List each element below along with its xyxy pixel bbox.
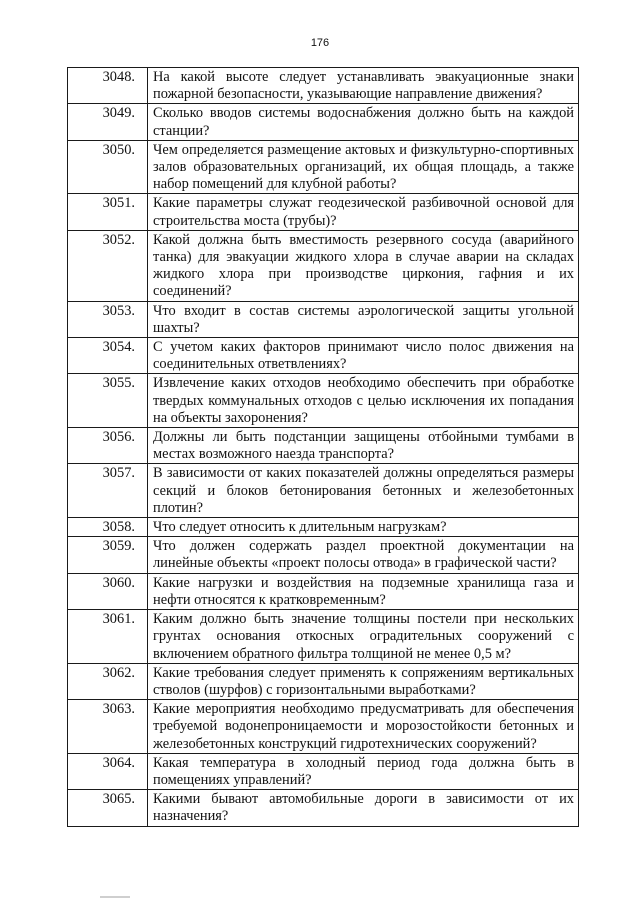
question-number: 3064. [68, 753, 148, 789]
question-text: Чем определяется размещение актовых и физкультурно-спортивных залов образовательных организаций, их общая площадь, а также набор помещений для клубной работы? [148, 140, 579, 194]
question-number: 3048. [68, 68, 148, 104]
table-row [68, 610, 579, 664]
question-number: 3056. [68, 428, 148, 464]
question-number: 3053. [68, 301, 148, 337]
question-number: 3054. [68, 338, 148, 374]
table-row [68, 663, 579, 699]
question-text: Каким должно быть значение толщины постели при нескольких грунтах основания откосных оградительных сооружений с включением обратного фильтра толщиной не менее 0,5 м? [148, 610, 579, 664]
table-row [68, 700, 579, 754]
question-text: Какие мероприятия необходимо предусматривать для обеспечения требуемой водонепроницаемости и морозостойкости бетонных и железобетонных конструкций гидротехнических сооружений? [148, 700, 579, 754]
question-text: Сколько вводов системы водоснабжения должно быть на каждой станции? [148, 104, 579, 140]
question-text: Какие параметры служат геодезической разбивочной основой для строительства моста (трубы)? [148, 194, 579, 230]
table-row [68, 428, 579, 464]
question-number: 3051. [68, 194, 148, 230]
question-text: На какой высоте следует устанавливать эвакуационные знаки пожарной безопасности, указывающие направление движения? [148, 68, 579, 104]
question-number: 3061. [68, 610, 148, 664]
table-row [68, 140, 579, 194]
table-row [68, 194, 579, 230]
question-text: С учетом каких факторов принимают число полос движения на соединительных ответвлениях? [148, 338, 579, 374]
table-row [68, 790, 579, 826]
table-row [68, 68, 579, 104]
questions-table-body [68, 68, 579, 827]
question-number: 3060. [68, 573, 148, 609]
question-number: 3049. [68, 104, 148, 140]
question-text: В зависимости от каких показателей должны определяться размеры секций и блоков бетонирования бетонных и железобетонных плотин? [148, 464, 579, 518]
question-number: 3063. [68, 700, 148, 754]
question-number: 3062. [68, 663, 148, 699]
table-row [68, 518, 579, 537]
table-row [68, 230, 579, 301]
table-row [68, 301, 579, 337]
table-row [68, 753, 579, 789]
question-number: 3065. [68, 790, 148, 826]
question-text: Должны ли быть подстанции защищены отбойными тумбами в местах возможного наезда транспорта? [148, 428, 579, 464]
question-text: Какой должна быть вместимость резервного сосуда (аварийного танка) для эвакуации жидкого хлора в случае аварии на складах жидкого хлора при производстве циркония, гафния и их соединений? [148, 230, 579, 301]
question-number: 3059. [68, 537, 148, 573]
table-row [68, 537, 579, 573]
table-row [68, 104, 579, 140]
table-row [68, 338, 579, 374]
question-number: 3057. [68, 464, 148, 518]
table-row [68, 573, 579, 609]
question-text: Какие нагрузки и воздействия на подземные хранилища газа и нефти относятся к кратковременным? [148, 573, 579, 609]
table-row [68, 374, 579, 428]
question-number: 3050. [68, 140, 148, 194]
table-row [68, 464, 579, 518]
question-text: Что должен содержать раздел проектной документации на линейные объекты «проект полосы отвода» в графической части? [148, 537, 579, 573]
question-number: 3058. [68, 518, 148, 537]
questions-table [67, 67, 579, 827]
question-text: Что входит в состав системы аэрологической защиты угольной шахты? [148, 301, 579, 337]
question-text: Что следует относить к длительным нагрузкам? [148, 518, 579, 537]
scan-artifact [100, 896, 130, 898]
question-number: 3052. [68, 230, 148, 301]
question-text: Какие требования следует применять к сопряжениям вертикальных стволов (шурфов) с горизонтальными выработками? [148, 663, 579, 699]
question-number: 3055. [68, 374, 148, 428]
question-text: Извлечение каких отходов необходимо обеспечить при обработке твердых коммунальных отходов с целью исключения их попадания на объекты захоронения? [148, 374, 579, 428]
question-text: Какими бывают автомобильные дороги в зависимости от их назначения? [148, 790, 579, 826]
question-text: Какая температура в холодный период года должна быть в помещениях управлений? [148, 753, 579, 789]
page-number: 176 [310, 37, 330, 49]
